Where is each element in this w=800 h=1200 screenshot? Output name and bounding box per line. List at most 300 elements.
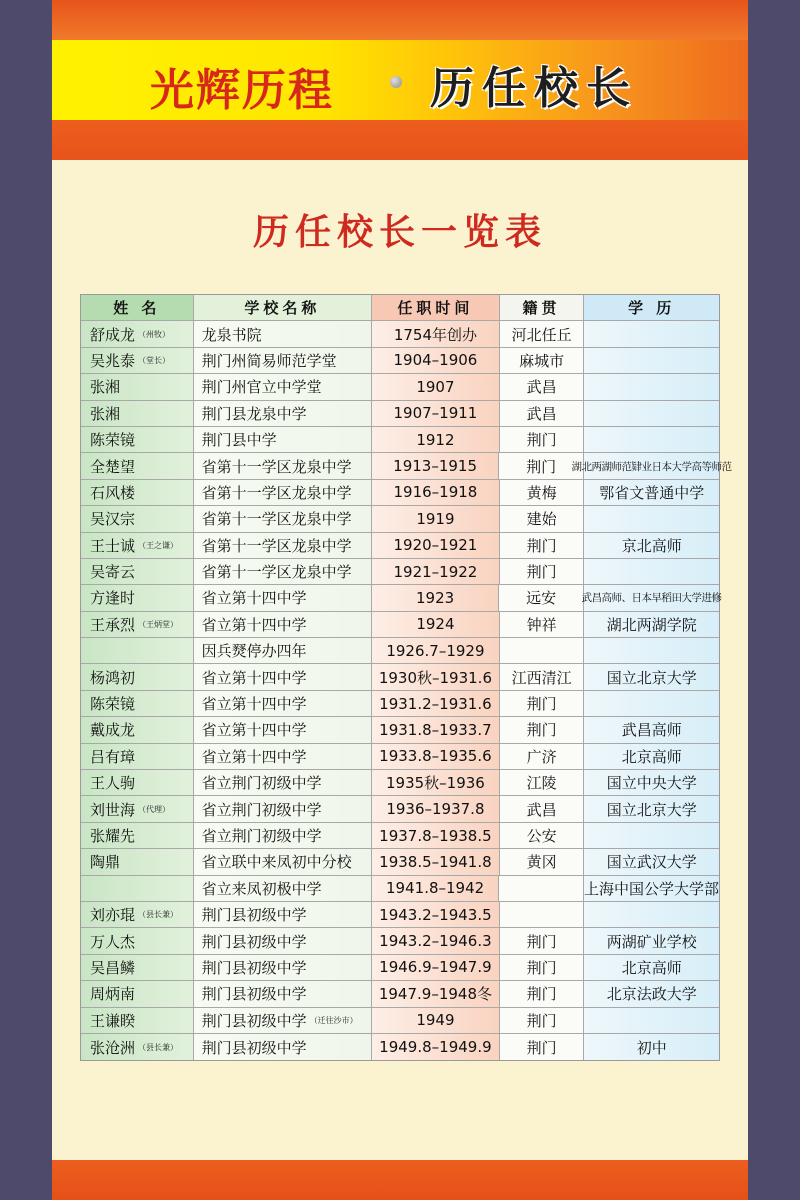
name-cell — [81, 453, 194, 478]
school-cell — [194, 533, 372, 558]
table-row — [81, 401, 719, 427]
education-value: 两湖矿业学校 — [606, 932, 697, 951]
table-row — [81, 348, 719, 374]
header-origin: 籍贯 — [500, 295, 585, 320]
table-row — [81, 585, 722, 611]
school-cell — [194, 585, 372, 610]
origin-cell — [500, 744, 585, 769]
origin-cell — [500, 427, 585, 452]
school-name: 荆门州官立中学堂 — [201, 378, 322, 397]
principal-name: 杨鸿初 — [90, 668, 136, 687]
term-value: 1904–1906 — [393, 351, 478, 370]
name-cell — [81, 902, 194, 927]
term-cell — [372, 559, 500, 584]
principal-name: 戴成龙 — [90, 721, 136, 740]
origin-cell — [500, 796, 585, 821]
principal-name: 方逢时 — [90, 589, 136, 608]
name-cell — [81, 717, 194, 742]
name-cell — [81, 823, 194, 848]
principal-name: 吴寄云 — [90, 563, 136, 582]
origin-cell — [500, 374, 585, 399]
education-value: 国立北京大学 — [606, 668, 697, 687]
school-name: 省第十一学区龙泉中学 — [201, 457, 352, 476]
origin-value: 荆门 — [526, 695, 557, 714]
name-cell — [81, 533, 194, 558]
title-banner — [52, 40, 748, 120]
school-cell — [194, 638, 372, 663]
education-value: 湖北两湖学院 — [606, 615, 697, 634]
origin-cell — [500, 506, 585, 531]
origin-value: 远安 — [526, 589, 557, 608]
principal-name: 张湘 — [90, 404, 121, 423]
origin-value: 荆门 — [526, 431, 557, 450]
table-row — [81, 691, 719, 717]
term-value: 1933.8–1935.6 — [379, 747, 492, 766]
origin-cell — [500, 664, 585, 689]
education-value: 湖北两湖师范肄业日本大学高等师范 — [571, 460, 732, 473]
principal-name: 周炳南 — [90, 985, 136, 1004]
term-cell — [372, 453, 499, 478]
term-cell — [372, 321, 500, 346]
term-value: 1949.8–1949.9 — [379, 1038, 492, 1057]
origin-value: 武昌 — [526, 404, 557, 423]
term-value: 1923 — [416, 588, 455, 607]
term-cell — [372, 876, 499, 901]
education-cell — [584, 506, 719, 531]
term-value: 1943.2–1943.5 — [379, 905, 492, 924]
term-value: 1924 — [416, 615, 455, 634]
name-cell — [81, 770, 194, 795]
name-cell — [81, 559, 194, 584]
term-value: 1754年创办 — [393, 325, 478, 344]
term-value: 1916–1918 — [393, 483, 478, 502]
principal-note: （堂长） — [138, 355, 171, 365]
school-cell — [194, 453, 372, 478]
principal-name: 张沧洲 — [90, 1038, 136, 1057]
origin-value: 黄冈 — [526, 853, 557, 872]
origin-value: 武昌 — [526, 800, 557, 819]
origin-cell — [500, 321, 585, 346]
origin-cell — [500, 638, 585, 663]
origin-cell — [500, 928, 585, 953]
origin-value: 广济 — [526, 747, 557, 766]
header-name: 姓 名 — [81, 295, 194, 320]
origin-value: 建始 — [526, 510, 557, 529]
name-cell — [81, 955, 194, 980]
orange-band — [52, 120, 748, 160]
school-cell — [194, 691, 372, 716]
term-cell — [372, 902, 500, 927]
school-name: 省立第十四中学 — [201, 747, 307, 766]
school-name: 省立来凤初极中学 — [201, 879, 322, 898]
origin-cell — [500, 1034, 585, 1060]
table-row — [81, 374, 719, 400]
origin-value: 荆门 — [526, 457, 557, 476]
education-cell — [584, 321, 719, 346]
principal-name: 刘世海 — [90, 800, 136, 819]
education-value: 初中 — [636, 1038, 667, 1057]
school-name: 荆门县初级中学 — [201, 985, 307, 1004]
school-name: 龙泉书院 — [201, 325, 262, 344]
school-cell — [194, 1008, 372, 1033]
table-row — [81, 427, 719, 453]
education-value: 京北高师 — [621, 536, 682, 555]
school-cell — [194, 717, 372, 742]
principal-note: （州牧） — [138, 329, 171, 339]
school-cell — [194, 876, 372, 901]
header-school: 学校名称 — [194, 295, 372, 320]
school-name: 省立荆门初级中学 — [201, 774, 322, 793]
education-cell — [584, 374, 719, 399]
term-cell — [372, 612, 500, 637]
term-cell — [372, 427, 500, 452]
education-cell — [584, 533, 719, 558]
origin-value: 武昌 — [526, 378, 557, 397]
education-cell — [584, 717, 719, 742]
term-value: 1913–1915 — [393, 457, 478, 476]
origin-cell — [500, 1008, 585, 1033]
term-value: 1946.9–1947.9 — [379, 958, 492, 977]
principal-name: 王承烈 — [90, 615, 136, 634]
origin-cell — [500, 955, 585, 980]
education-value: 北京高师 — [621, 958, 682, 977]
banner-separator-dot — [390, 76, 402, 88]
school-cell — [194, 796, 372, 821]
term-value: 1931.8–1933.7 — [379, 720, 492, 739]
principal-name: 陶鼎 — [90, 853, 121, 872]
term-cell — [372, 533, 500, 558]
school-name: 荆门县初级中学 — [201, 932, 307, 951]
table-row — [81, 981, 719, 1007]
name-cell — [81, 928, 194, 953]
name-cell — [81, 744, 194, 769]
term-value: 1919 — [416, 509, 455, 528]
principal-name: 张耀先 — [90, 827, 136, 845]
term-value: 1907 — [416, 377, 455, 396]
header-education: 学 历 — [584, 295, 719, 320]
school-cell — [194, 559, 372, 584]
name-cell — [81, 691, 194, 716]
term-cell — [372, 638, 500, 663]
origin-value: 荆门 — [526, 958, 557, 977]
term-value: 1935秋–1936 — [385, 774, 485, 793]
school-name: 荆门县龙泉中学 — [201, 404, 307, 423]
education-cell — [581, 585, 722, 610]
education-cell — [584, 823, 719, 848]
school-name: 荆门州简易师范学堂 — [201, 351, 337, 370]
education-value: 北京高师 — [621, 747, 682, 766]
school-cell — [194, 902, 372, 927]
education-value: 国立武汉大学 — [606, 853, 697, 872]
education-value: 武昌高师、日本早稻田大学进修 — [581, 592, 722, 605]
education-cell — [584, 1008, 719, 1033]
name-cell — [81, 981, 194, 1006]
education-cell — [584, 1034, 719, 1060]
origin-cell — [500, 480, 585, 505]
name-cell — [81, 321, 194, 346]
school-cell — [194, 1034, 372, 1060]
table-row — [81, 717, 719, 743]
principal-name: 万人杰 — [90, 932, 136, 951]
principal-name: 张湘 — [90, 378, 121, 397]
school-cell — [194, 849, 372, 874]
education-value: 上海中国公学大学部 — [584, 879, 720, 898]
term-cell — [372, 744, 500, 769]
school-cell — [194, 506, 372, 531]
term-cell — [372, 374, 500, 399]
education-cell — [584, 348, 719, 373]
principal-name: 陈荣镜 — [90, 695, 136, 714]
term-cell — [372, 717, 500, 742]
origin-cell — [500, 823, 585, 848]
education-value: 武昌高师 — [621, 721, 682, 740]
table-row — [81, 849, 719, 875]
name-cell — [81, 1034, 194, 1060]
education-cell — [584, 849, 719, 874]
table-row — [81, 664, 719, 690]
origin-value: 荆门 — [526, 1038, 557, 1057]
term-cell — [372, 691, 500, 716]
term-cell — [372, 506, 500, 531]
term-cell — [372, 823, 500, 848]
origin-cell — [499, 876, 584, 901]
origin-value: 黄梅 — [526, 483, 557, 502]
term-value: 1949 — [416, 1011, 455, 1030]
school-name: 省立第十四中学 — [201, 615, 307, 634]
term-value: 1937.8–1938.5 — [379, 826, 492, 845]
principal-name: 全楚望 — [90, 457, 136, 476]
origin-value: 荆门 — [526, 985, 557, 1004]
term-cell — [372, 348, 500, 373]
school-name: 因兵燹停办四年 — [201, 642, 307, 661]
origin-value: 荆门 — [526, 563, 557, 582]
bottom-orange-band — [52, 1160, 748, 1200]
school-cell — [194, 374, 372, 399]
school-cell — [194, 928, 372, 953]
education-cell — [584, 559, 719, 584]
education-cell — [584, 770, 719, 795]
origin-cell — [500, 717, 585, 742]
principal-name: 王谦睽 — [90, 1011, 136, 1030]
principal-note: （县长兼） — [138, 910, 179, 920]
term-cell — [372, 1034, 500, 1060]
school-name: 省第十一学区龙泉中学 — [201, 563, 352, 582]
school-name: 省第十一学区龙泉中学 — [201, 510, 352, 529]
school-name: 省立第十四中学 — [201, 668, 307, 687]
school-cell — [194, 321, 372, 346]
top-orange-strip — [52, 0, 748, 40]
name-cell — [81, 876, 194, 901]
term-value: 1930秋–1931.6 — [378, 668, 492, 687]
name-cell — [81, 585, 194, 610]
origin-value: 钟祥 — [526, 615, 557, 634]
term-value: 1941.8–1942 — [386, 879, 485, 898]
education-cell — [584, 480, 719, 505]
term-value: 1938.5–1941.8 — [379, 852, 492, 871]
name-cell — [81, 480, 194, 505]
principal-note: （王炳堂） — [138, 619, 179, 629]
origin-value: 荆门 — [526, 932, 557, 951]
principal-name: 石风楼 — [90, 483, 136, 502]
school-cell — [194, 612, 372, 637]
term-cell — [372, 1008, 500, 1033]
table-row — [81, 744, 719, 770]
term-value: 1921–1922 — [393, 562, 478, 581]
education-cell — [584, 955, 719, 980]
school-name: 荆门县初级中学 — [201, 1038, 307, 1057]
banner-right-title: 历任校长 — [430, 63, 638, 114]
education-cell — [584, 928, 719, 953]
table-row — [81, 876, 719, 902]
table-row — [81, 559, 719, 585]
school-cell — [194, 348, 372, 373]
education-value: 国立北京大学 — [606, 800, 697, 819]
principal-name: 吕有璋 — [90, 747, 136, 766]
name-cell — [81, 374, 194, 399]
school-cell — [194, 823, 372, 848]
list-title: 历任校长一览表 — [252, 211, 547, 253]
table-row — [81, 902, 719, 928]
education-cell — [584, 981, 719, 1006]
school-name: 荆门县初级中学 — [201, 906, 307, 925]
term-cell — [372, 796, 500, 821]
education-cell — [584, 401, 719, 426]
term-value: 1907–1911 — [393, 404, 478, 423]
school-note: （迁往沙市） — [309, 1015, 358, 1025]
principal-name: 吴汉宗 — [90, 510, 136, 529]
term-cell — [372, 664, 500, 689]
education-cell — [584, 744, 719, 769]
school-name: 省立第十四中学 — [201, 695, 307, 714]
school-name: 荆门县初级中学 — [201, 1011, 307, 1030]
school-name: 省立第十四中学 — [201, 589, 307, 608]
origin-cell — [500, 348, 585, 373]
origin-value: 荆门 — [526, 721, 557, 740]
principal-name: 吴兆泰 — [90, 351, 136, 370]
term-value: 1920–1921 — [393, 536, 478, 555]
table-row — [81, 1034, 719, 1060]
education-cell — [584, 876, 719, 901]
table-header-row — [81, 295, 719, 321]
table-row — [81, 453, 732, 479]
table-row — [81, 928, 719, 954]
origin-value: 麻城市 — [519, 351, 565, 370]
term-cell — [372, 585, 499, 610]
school-name: 省立第十四中学 — [201, 721, 307, 740]
principal-name: 王士诚 — [90, 536, 136, 555]
origin-cell — [500, 849, 585, 874]
term-value: 1947.9–1948冬 — [378, 985, 492, 1004]
principals-table — [80, 294, 732, 1061]
education-value: 鄂省文普通中学 — [599, 483, 705, 502]
school-cell — [194, 955, 372, 980]
term-cell — [372, 955, 500, 980]
term-cell — [372, 981, 500, 1006]
education-cell — [584, 796, 719, 821]
term-cell — [372, 849, 500, 874]
school-cell — [194, 664, 372, 689]
school-name: 省立荆门初级中学 — [201, 827, 322, 845]
origin-cell — [500, 691, 585, 716]
origin-value: 公安 — [526, 827, 557, 845]
school-cell — [194, 480, 372, 505]
table-row — [81, 506, 719, 532]
principal-name: 陈荣镜 — [90, 431, 136, 450]
term-value: 1912 — [416, 430, 455, 449]
origin-cell — [500, 559, 585, 584]
origin-cell — [500, 612, 585, 637]
principal-name: 王人驹 — [90, 774, 136, 793]
name-cell — [81, 638, 194, 663]
term-cell — [372, 770, 500, 795]
origin-cell — [500, 902, 585, 927]
origin-cell — [500, 770, 585, 795]
origin-value: 江西清江 — [511, 668, 572, 687]
name-cell — [81, 612, 194, 637]
name-cell — [81, 427, 194, 452]
table-row — [81, 770, 719, 796]
name-cell — [81, 796, 194, 821]
term-value: 1931.2–1931.6 — [379, 694, 492, 713]
banner-left-title: 光辉历程 — [150, 65, 334, 116]
education-cell — [584, 427, 719, 452]
table-row — [81, 638, 719, 664]
school-cell — [194, 744, 372, 769]
school-cell — [194, 770, 372, 795]
origin-value: 荆门 — [526, 536, 557, 555]
name-cell — [81, 1008, 194, 1033]
origin-value: 荆门 — [526, 1011, 557, 1030]
term-cell — [372, 480, 500, 505]
table-row — [81, 955, 719, 981]
name-cell — [81, 348, 194, 373]
education-value: 北京法政大学 — [606, 985, 697, 1004]
table-row — [81, 1008, 719, 1034]
table-row — [81, 321, 719, 347]
origin-cell — [500, 981, 585, 1006]
school-name: 省第十一学区龙泉中学 — [201, 483, 352, 502]
table-row — [81, 612, 719, 638]
school-cell — [194, 981, 372, 1006]
poster — [52, 0, 748, 1200]
table-row — [81, 533, 719, 559]
term-value: 1936–1937.8 — [386, 800, 485, 819]
school-name: 省立荆门初级中学 — [201, 800, 322, 819]
school-name: 省立联中来凤初中分校 — [201, 853, 352, 872]
term-cell — [372, 928, 500, 953]
education-cell — [584, 902, 719, 927]
principal-name: 吴昌鳞 — [90, 958, 136, 977]
education-value: 国立中央大学 — [606, 774, 697, 793]
header-term: 任职时间 — [372, 295, 500, 320]
school-name: 省第十一学区龙泉中学 — [201, 536, 352, 555]
origin-value: 河北任丘 — [511, 325, 572, 344]
education-cell — [571, 453, 732, 478]
table-row — [81, 796, 719, 822]
name-cell — [81, 849, 194, 874]
school-cell — [194, 427, 372, 452]
education-cell — [584, 612, 719, 637]
origin-cell — [500, 533, 585, 558]
principal-note: （代理） — [138, 804, 171, 814]
school-cell — [194, 401, 372, 426]
origin-cell — [500, 401, 585, 426]
table-row — [81, 480, 719, 506]
principal-name: 舒成龙 — [90, 325, 136, 344]
principal-name: 刘亦琨 — [90, 906, 136, 925]
principal-note: （王之谦） — [138, 540, 179, 550]
name-cell — [81, 401, 194, 426]
